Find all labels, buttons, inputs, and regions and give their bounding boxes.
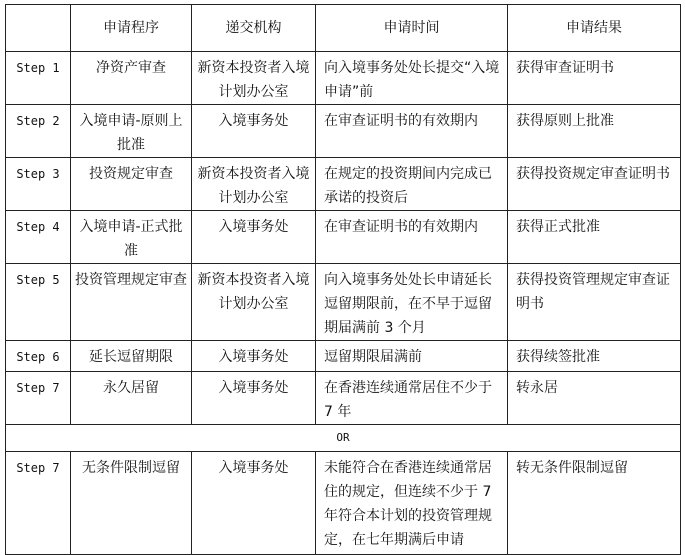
result-cell: 转无条件限制逗留 <box>508 452 681 555</box>
table-row <box>6 452 681 555</box>
result-cell: 获得投资管理规定审查证明书 <box>508 264 681 341</box>
procedure-cell: 永久居留 <box>71 372 192 425</box>
step-cell: Step 4 <box>6 211 71 264</box>
time-cell: 在审查证明书的有效期内 <box>316 211 508 264</box>
step-cell: Step 7 <box>6 452 71 555</box>
time-cell: 在香港连续通常居住不少于 7 年 <box>316 372 508 425</box>
header-result: 申请结果 <box>508 5 681 52</box>
result-cell: 获得正式批准 <box>508 211 681 264</box>
header-row <box>6 5 681 52</box>
time-cell: 在规定的投资期间内完成已承诺的投资后 <box>316 158 508 211</box>
organization-cell: 入境事务处 <box>192 341 316 372</box>
organization-cell: 入境事务处 <box>192 211 316 264</box>
procedure-cell: 投资管理规定审查 <box>71 264 192 341</box>
or-row <box>6 425 681 452</box>
procedure-cell: 无条件限制逗留 <box>71 452 192 555</box>
procedure-cell: 入境申请-原则上批准 <box>71 105 192 158</box>
table-row <box>6 264 681 341</box>
table-row <box>6 105 681 158</box>
table-row <box>6 158 681 211</box>
procedure-cell: 延长逗留期限 <box>71 341 192 372</box>
header-step <box>6 5 71 52</box>
step-cell: Step 6 <box>6 341 71 372</box>
organization-cell: 新资本投资者入境计划办公室 <box>192 52 316 105</box>
time-cell: 未能符合在香港连续通常居住的规定，但连续不少于 7 年符合本计划的投资管理规定，在七年期满后申请 <box>316 452 508 555</box>
procedure-cell: 净资产审查 <box>71 52 192 105</box>
header-time: 申请时间 <box>316 5 508 52</box>
table-row <box>6 341 681 372</box>
result-cell: 获得投资规定审查证明书 <box>508 158 681 211</box>
time-cell: 向入境事务处处长申请延长逗留期限前，在不早于逗留期届满前 3 个月 <box>316 264 508 341</box>
time-cell: 逗留期限届满前 <box>316 341 508 372</box>
result-cell: 获得原则上批准 <box>508 105 681 158</box>
step-cell: Step 3 <box>6 158 71 211</box>
header-organization: 递交机构 <box>192 5 316 52</box>
table-row <box>6 372 681 425</box>
step-cell: Step 2 <box>6 105 71 158</box>
result-cell: 转永居 <box>508 372 681 425</box>
application-steps-table <box>5 4 681 555</box>
step-cell: Step 5 <box>6 264 71 341</box>
table-row <box>6 52 681 105</box>
time-cell: 在审查证明书的有效期内 <box>316 105 508 158</box>
organization-cell: 新资本投资者入境计划办公室 <box>192 264 316 341</box>
table-row <box>6 211 681 264</box>
organization-cell: 入境事务处 <box>192 105 316 158</box>
step-cell: Step 1 <box>6 52 71 105</box>
organization-cell: 新资本投资者入境计划办公室 <box>192 158 316 211</box>
step-cell: Step 7 <box>6 372 71 425</box>
header-procedure: 申请程序 <box>71 5 192 52</box>
procedure-cell: 入境申请-正式批准 <box>71 211 192 264</box>
organization-cell: 入境事务处 <box>192 372 316 425</box>
result-cell: 获得审查证明书 <box>508 52 681 105</box>
or-label: OR <box>6 425 681 452</box>
organization-cell: 入境事务处 <box>192 452 316 555</box>
result-cell: 获得续签批准 <box>508 341 681 372</box>
procedure-cell: 投资规定审查 <box>71 158 192 211</box>
time-cell: 向入境事务处处长提交“入境申请”前 <box>316 52 508 105</box>
